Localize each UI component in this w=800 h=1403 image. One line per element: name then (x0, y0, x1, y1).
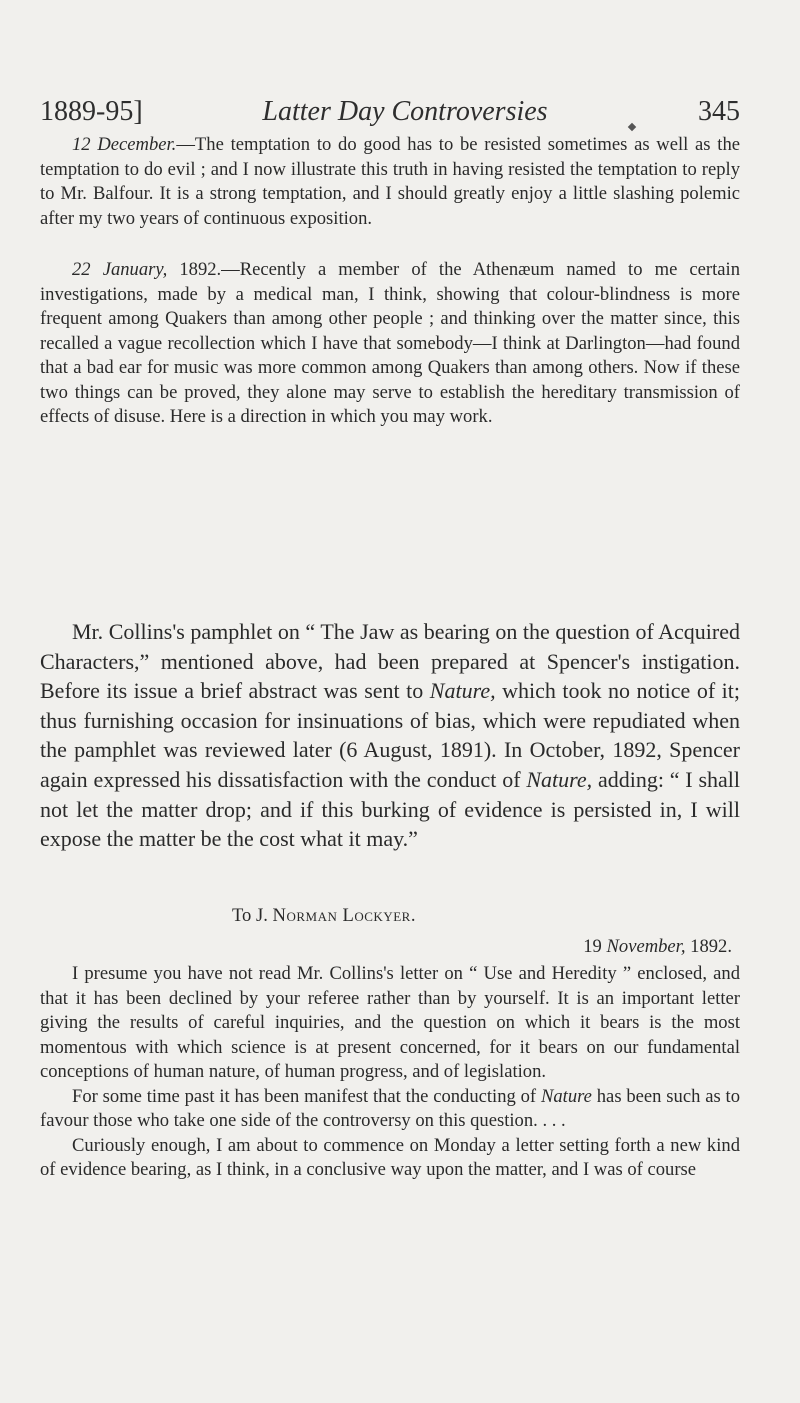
narrative-part: Mr. Collins's pamphlet on “ The Jaw as bearing on the question of Acquired Characters,” mentioned above, had been prepared at Spencer's instigation. Before its issue a brief abstract was sent to (40, 619, 740, 704)
diary-entry-january (40, 258, 740, 430)
entry-date: 12 December. (72, 134, 177, 155)
narrative-part: which took no notice of it; thus furnishing occasion for insinuations of bias, which were repudiated when the pamphlet was reviewed later (6 August, 1891). In October, 1892, Spencer again expressed his dissatisfaction with the conduct of (40, 678, 741, 792)
letter-date (40, 934, 732, 960)
narrative-text (40, 617, 740, 854)
salutation-to: To J. (232, 905, 273, 926)
letter-text: For some time past it has been manifest that the conducting of (72, 1085, 541, 1107)
journal-title: Nature, (526, 766, 593, 792)
letter-paragraph: I presume you have not read Mr. Collins's letter on “ Use and Heredity ” enclosed, and that it has been declined by your referee rather than by yourself. It is an important letter giving the results of careful inquiries, and the question on which it bears is the most momentous with which science is at present concerned, for it bears on our fundamental conceptions of human nature, of human progress, and of legislation. (40, 963, 740, 1082)
letter-body (40, 962, 740, 1183)
journal-title: Nature (540, 1085, 592, 1107)
running-title: Latter Day Controversies (262, 96, 548, 127)
entry-paragraph (40, 258, 740, 430)
letter-recipient: Norman Lockyer. (272, 905, 416, 926)
entry-text: 1892.—Recently a member of the Athenæum named to me certain investigations, made by a medical man, I think, showing that colour-blindness is more frequent among Quakers than among other people ; and thinking over the matter since, this recalled a vague recollection which I have that somebody—I think at Darlington—had found that a bad ear for music was more common among Quakers than among others. Now if these two things can be proved, they alone may serve to establish the hereditary transmission of effects of disuse. Here is a direction in which you may work. (40, 259, 740, 427)
diary-entry-december (40, 133, 740, 231)
letter-paragraph: Curiously enough, I am about to commence on Monday a letter setting forth a new kind of evidence bearing, as I think, in a conclusive way upon the matter, and I was of course (40, 1134, 740, 1180)
narrative-paragraph (40, 617, 740, 854)
letter-text: has been such as to favour those who take one side of the controversy on this question. . . . (40, 1085, 740, 1131)
date-month: November, (606, 936, 686, 957)
page-number: 345 (698, 96, 740, 127)
narrative-part: adding: “ I shall not let the matter drop; and if this burking of evidence is persisted in, I will expose the matter be the cost what it may.” (40, 766, 740, 852)
date-day: 19 (583, 936, 607, 957)
entry-date: 22 January, (72, 259, 168, 280)
header-years: 1889-95] (40, 96, 143, 127)
letter-paragraph (40, 1085, 740, 1134)
letter-salutation (40, 903, 800, 929)
entry-text: —The temptation to do good has to be resisted sometimes as well as the temptation to do evil ; and I now illustrate this truth in having resisted the temptation to reply to Mr. Balfour. It is a strong temptation, and I should greatly enjoy a little slashing polemic after my two years of continuous exposition. (40, 134, 740, 229)
date-year: 1892. (685, 936, 732, 957)
journal-title: Nature, (429, 678, 496, 704)
entry-paragraph (40, 133, 740, 231)
